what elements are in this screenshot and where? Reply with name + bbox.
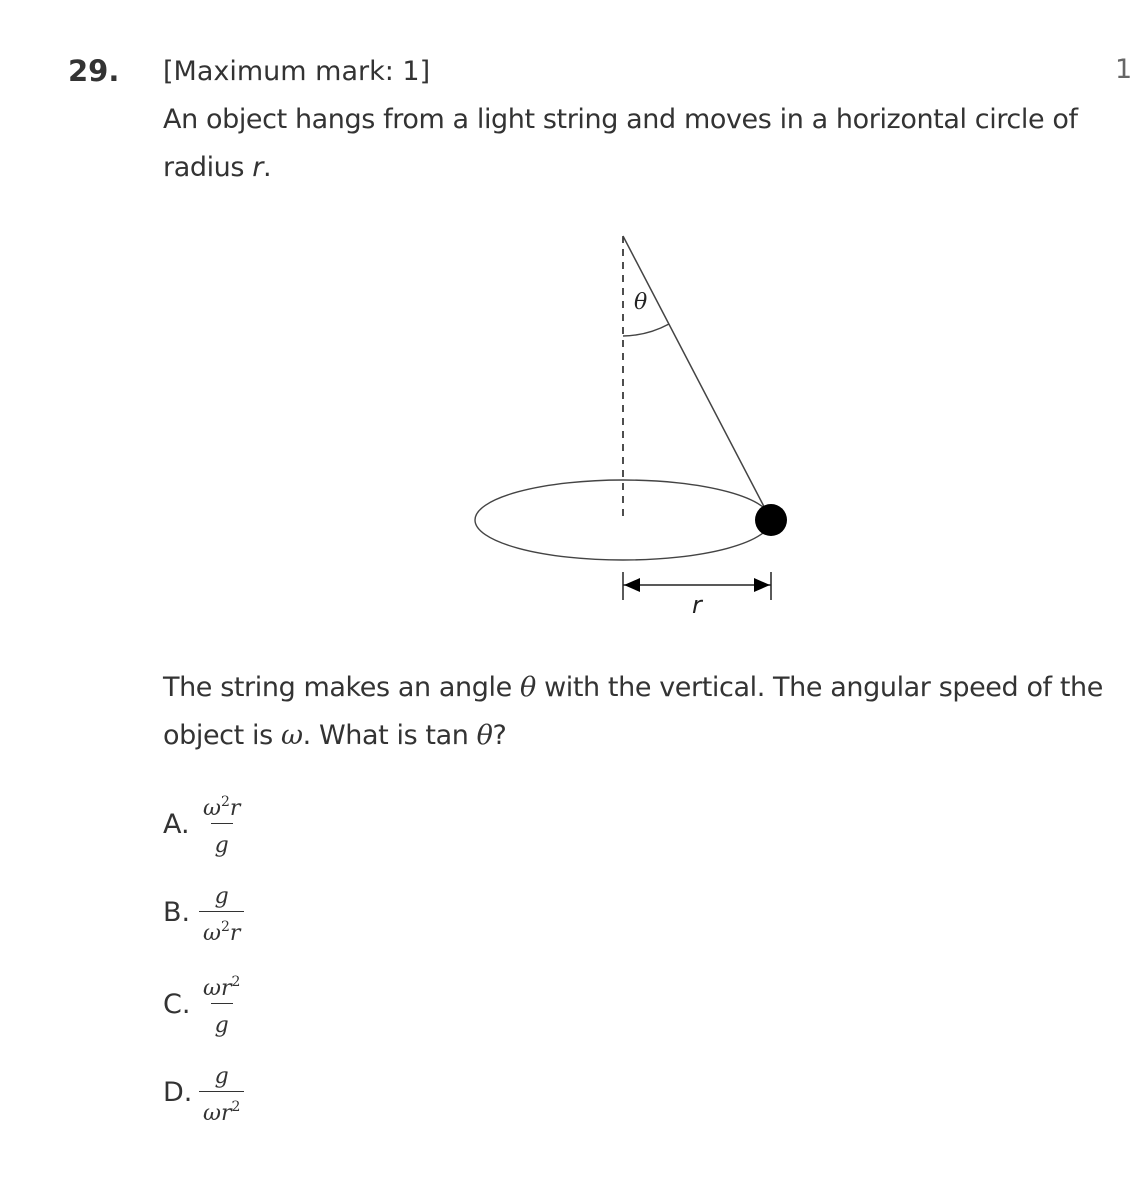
- max-mark: [Maximum mark: 1]: [163, 56, 431, 87]
- radius-arrowhead-left: [624, 578, 640, 592]
- option-fraction: [199, 970, 244, 1038]
- intro-end: .: [262, 152, 272, 183]
- fraction-numerator: $\omega r^2$: [203, 974, 241, 1001]
- option-fraction: [199, 1058, 244, 1126]
- fraction-numerator: g: [214, 1064, 229, 1089]
- radius-label: r: [692, 591, 702, 619]
- page-number: 1: [1115, 54, 1132, 85]
- stem-part1: The string makes an angle: [163, 672, 512, 703]
- option-a[interactable]: [163, 790, 244, 858]
- theta-symbol-2: θ: [476, 720, 493, 751]
- fraction-denominator: $\omega^2r$: [199, 911, 244, 946]
- fraction-numerator: g: [214, 884, 229, 909]
- option-d[interactable]: [163, 1058, 244, 1126]
- option-letter: D.: [163, 1076, 193, 1108]
- question-number: 29.: [68, 54, 120, 88]
- fraction-denominator: g: [211, 823, 233, 858]
- option-fraction: [199, 790, 244, 858]
- option-letter: C.: [163, 988, 191, 1020]
- angle-label: θ: [634, 290, 648, 315]
- option-letter: B.: [163, 896, 191, 928]
- option-c[interactable]: [163, 970, 244, 1038]
- stem-part2: with the vertical. The angular speed of the object is: [163, 672, 1103, 751]
- stem-part3: . What is tan: [302, 720, 469, 751]
- option-b[interactable]: [163, 878, 244, 946]
- string: [623, 236, 771, 520]
- fraction-denominator: $\omega r^2$: [199, 1091, 244, 1126]
- omega-symbol: ω: [280, 720, 303, 751]
- fraction-numerator: $\omega^2r$: [203, 794, 241, 821]
- radius-variable: r: [252, 152, 263, 183]
- stem-part4: ?: [492, 720, 507, 751]
- radius-arrowhead-right: [754, 578, 770, 592]
- option-fraction: [199, 878, 244, 946]
- option-letter: A.: [163, 808, 190, 840]
- fraction-denominator: g: [211, 1003, 233, 1038]
- hanging-object: [755, 504, 787, 536]
- angle-arc: [623, 324, 669, 336]
- question-stem: [163, 664, 1113, 760]
- intro-text: An object hangs from a light string and moves in a horizontal circle of radius: [163, 104, 1078, 183]
- theta-symbol: θ: [520, 672, 536, 703]
